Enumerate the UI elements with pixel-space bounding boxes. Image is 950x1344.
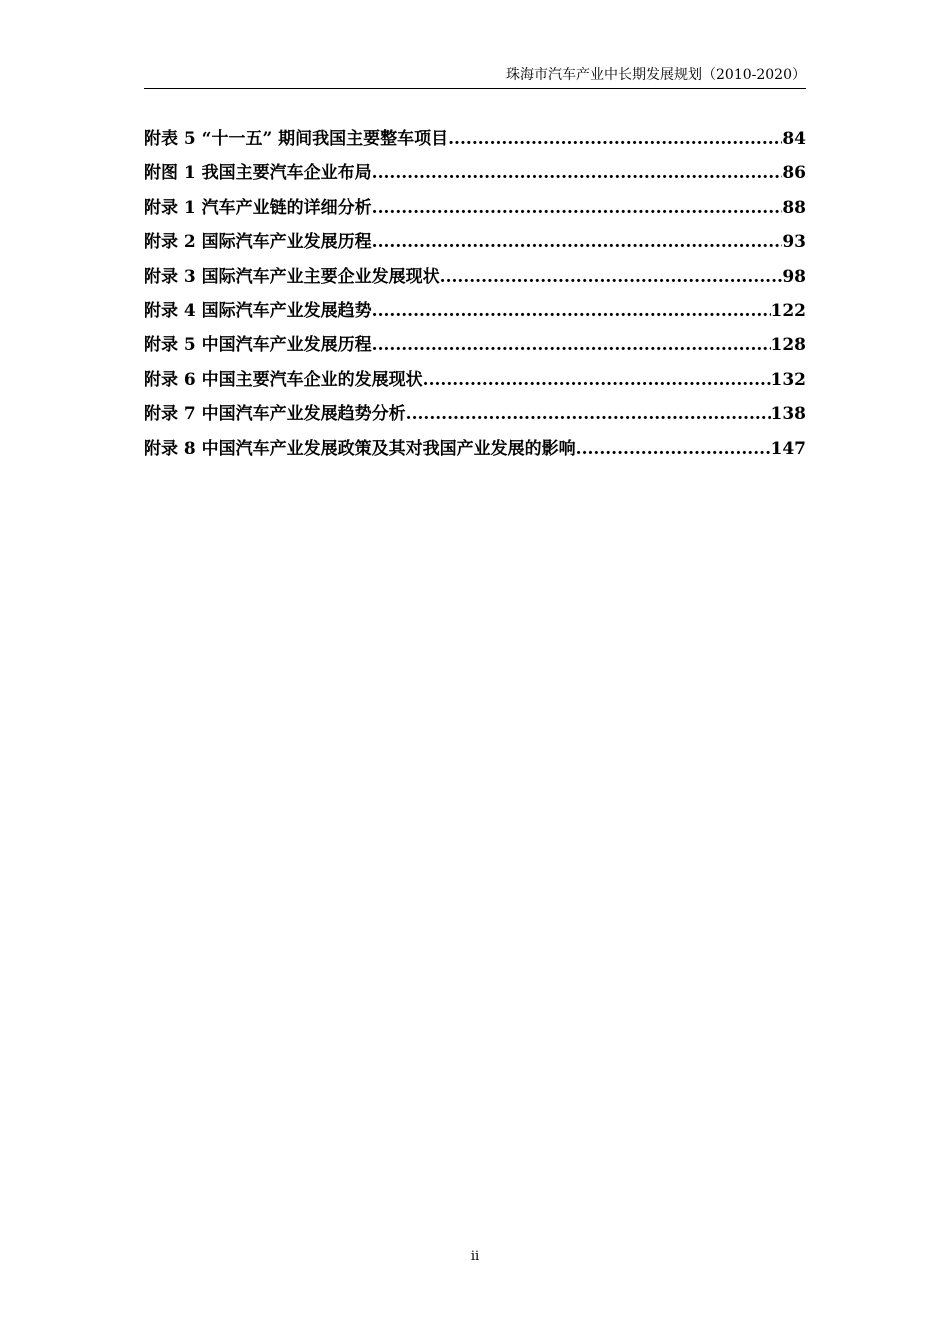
toc-entry[interactable] <box>144 330 806 364</box>
header-title: 珠海市汽车产业中长期发展规划（2010-2020） <box>506 67 806 83</box>
toc-entry-page: 93 <box>782 232 806 253</box>
toc-entry-title: 附录 5 中国汽车产业发展历程 <box>144 335 372 356</box>
toc-leader-dots <box>372 163 783 183</box>
toc-entry[interactable] <box>144 399 806 433</box>
toc-leader-dots <box>576 439 771 459</box>
toc-entry-page: 138 <box>770 404 806 425</box>
toc-entry-title: 附录 2 国际汽车产业发展历程 <box>144 232 372 253</box>
toc-leader-dots <box>372 198 783 218</box>
toc-leader-dots <box>440 267 783 287</box>
table-of-contents <box>144 124 806 468</box>
toc-leader-dots <box>372 232 783 252</box>
toc-entry[interactable] <box>144 296 806 330</box>
toc-entry-title: 附录 7 中国汽车产业发展趋势分析 <box>144 404 406 425</box>
toc-entry-title: 附录 8 中国汽车产业发展政策及其对我国产业发展的影响 <box>144 438 576 459</box>
toc-entry-title: 附录 1 汽车产业链的详细分析 <box>144 197 372 218</box>
toc-entry-page: 132 <box>770 369 806 390</box>
toc-entry-page: 122 <box>770 300 806 321</box>
toc-entry-title: 附表 5 “十一五” 期间我国主要整车项目 <box>144 129 449 149</box>
toc-leader-dots <box>423 370 771 390</box>
toc-entry[interactable] <box>144 124 806 158</box>
toc-leader-dots <box>372 301 771 321</box>
toc-entry[interactable] <box>144 158 806 192</box>
toc-leader-dots <box>406 404 771 424</box>
toc-entry-title: 附录 4 国际汽车产业发展趋势 <box>144 300 372 321</box>
page-footer <box>0 1249 950 1264</box>
toc-entry-page: 86 <box>782 163 806 184</box>
toc-entry[interactable] <box>144 262 806 296</box>
toc-entry[interactable] <box>144 227 806 261</box>
toc-leader-dots <box>448 129 782 149</box>
toc-leader-dots <box>372 335 771 355</box>
toc-entry[interactable] <box>144 365 806 399</box>
toc-entry[interactable] <box>144 193 806 227</box>
toc-entry-page: 84 <box>782 129 806 149</box>
page-header <box>144 62 806 89</box>
toc-entry-page: 147 <box>770 438 806 459</box>
page-number: ii <box>470 1249 480 1264</box>
toc-entry-page: 88 <box>782 197 806 218</box>
toc-entry-title: 附录 6 中国主要汽车企业的发展现状 <box>144 369 423 390</box>
toc-entry-title: 附录 3 国际汽车产业主要企业发展现状 <box>144 266 440 287</box>
toc-entry[interactable] <box>144 434 806 468</box>
toc-entry-page: 128 <box>770 335 806 356</box>
toc-entry-page: 98 <box>782 266 806 287</box>
toc-entry-title: 附图 1 我国主要汽车企业布局 <box>144 163 372 184</box>
